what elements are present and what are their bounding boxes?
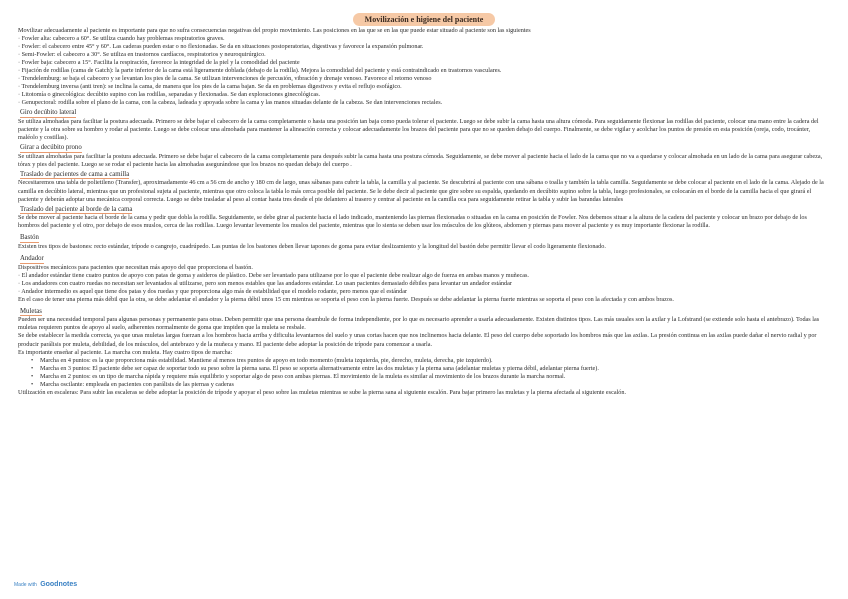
heading-andador: Andador <box>20 254 44 262</box>
andador-line: · Los andadores con cuatro ruedas no necesitan ser levantados al utilizarse, pero son menos estables que las andadores estándar. Lo usan pacientes demasiado débiles para levantar un andador estándar <box>18 279 512 287</box>
gait-item: • Marcha en 4 puntos: es la que proporciona más estabilidad. Mantiene al menos tres puntos de apoyo en todo momento (muleta izquierda, pie, derecho, muleta, derecha, pie izquierdo). <box>40 357 830 365</box>
traslado-camilla-text: Necesitaremos una tabla de polietileno (Transfer), aproximadamente 46 cm a 56 cm de ancho y 180 cm de largo, unas sábanas para cubrir la tabla, la camilla y al paciente. Se descubrirá al paciente con una sábana o toalla y también la tabla camilla. Seguidamente se debe colocar al paciente en el lado de la cama. Alejado de la camilla en decúbito lateral, mientras que un profesional sujeta al paciente, mientras que otro coloca la tabla lo más cerca posible del paciente. Se le debe decir al paciente que gire sobre su espalda, quedando en decúbito supino sobre la tabla, luego profesionales, se colocarán en el borde de la camilla hacia el que girará el paciente y deberán adoptar una mecánica corporal correcta. Luego se debe trasladar al peso al contar hasta tres desde el pie delantero al trasero y centrar al paciente en la camilla oca para seguidamente retirar la tabla y subir las barandas laterales <box>18 179 824 203</box>
position-item: · Fowler baja: cabecero a 15°. Facilita la respiración, favorece la integridad de la piel y la comodidad del paciente <box>18 59 300 67</box>
gait-item: • Marcha en 2 puntos: es un tipo de marcha rápida y requiere más equilibrio y soportar algo de peso con ambas piernas. El movimiento de la muleta es similar al movimiento de los brazos durante la marcha normal. <box>40 373 830 381</box>
position-item: · Trendelemburg: se baja el cabecero y se levantan los pies de la cama. Se utilizan intervenciones de percusión, vibración y drenaje venoso. Favorece el retorno venoso <box>18 75 432 83</box>
goodnotes-logo: Goodnotes <box>40 581 78 588</box>
giro-lateral-text: Se utiliza almohadas para facilitar la postura adecuada. Primero se debe bajar el cabecero de la cama completamente o hasta una posición tan baja como pueda tolerar el paciente. Luego se debe subir la cama hasta una altura cómoda. Para seguidamente flexionar las rodillas del paciente, colocar una mano entre la cadera del paciente y la otra sobre su hombro y rodar al paciente. Luego se debe colocar una almohada para mantener la alineación correcta y colocar adecuadamente los brazos del paciente para que no se queden debajo del cuerpo. Finalmente, se debe vigilar y acolchar los puntos de presión en esta posición (oreja, codo, trocánter, maléolo y costillas). <box>18 118 819 142</box>
heading-traslado-borde: Traslado del paciente al borde de la cama <box>20 205 133 213</box>
traslado-borde-text: Se debe mover al paciente hacia el borde de la cama y pedir que dobla la rodilla. Seguidamente, se debe girar al paciente hacia el lado indicado, manteniendo las piernas flexionadas o situadas en la cama en posición de Fowler. Nos debemos situar a la altura de la cadera del paciente y colocar un brazo por debajo de los hombros del paciente y el otro, por debajo de esos muslos, cerca de las rodillas. Luego levantar levemente los muslos del paciente, mientras que lo sienta se deben usar los músculos de los glúteos, abdomen y piernas para mover al paciente y es muy importante flexionar la rodilla. <box>18 214 807 230</box>
gait-list <box>18 357 830 389</box>
title-wrap <box>0 9 848 27</box>
heading-giro-lateral: Giro decúbito lateral <box>20 109 77 117</box>
position-item: · Trendelemburg inversa (anti tren): se inclina la cama, de manera que los pies de la cama bajan. Se da en problemas digestivos y evita el reflujo esofágico. <box>18 83 402 91</box>
heading-baston: Bastón <box>20 234 39 242</box>
made-with-label: Made with <box>14 582 37 588</box>
muletas-line: Es importante enseñar al paciente. La marcha con muleta. Hay cuatro tipos de marcha: <box>18 348 233 356</box>
positions-list <box>18 35 830 107</box>
muletas-line: Se debe establecer la medida correcta, ya que unas muletas largas fuerzan a los hombros hacia arriba y dificulta levantarnos del suelo y unas cortas hacen que nos inclinemos hacia delante. El peso del cuerpo debe soportado los hombros más que las axilas. La presión continua en las axilas puede dañar el nervio radial y por producir parálisis por muleta, debilidad, de los músculos, del antebrazo y de la muñeca y mano. El paciente debe adoptar la posición de trípode para comenzar a usarla. <box>18 332 817 348</box>
baston-text: Existen tres tipos de bastones: recto estándar, trípode o cangrejo, cuadrúpedo. Las puntas de los bastones deben llevar tapones de goma para evitar deslizamiento y la longitud del bastón debe permitir llevar el codo ligeramente flexionado. <box>18 242 606 250</box>
position-item: · Semi-Fowler: el cabecero a 30°. Se utiliza en trastornos cardíacos, respiratorios y neuroquirúrgico. <box>18 51 266 59</box>
position-item: · Fijación de rodillas (cama de Gatch): la parte inferior de la cama está ligeramente doblada (debajo de la rodilla). Mejora la comodidad del paciente y está contraindicado en trastornos vasculares. <box>18 67 502 75</box>
andador-line: Dispositivos mecánicos para pacientes que necesitan más apoyo del que proporciona el bastón. <box>18 263 253 271</box>
position-item: · Fowler alta: cabecero a 60°. Se utiliza cuando hay problemas respiratorios graves. <box>18 35 225 43</box>
position-item: · Fowler: el cabecero entre 45° y 60°. Las caderas pueden estar o no flexionadas. Se da en situaciones postoperatorias, digestivas y favorece la expansión pulmonar. <box>18 43 424 51</box>
muletas-closing: Utilización en escaleras: Para subir las escaleras se debe adoptar la posición de trípode y apoyar el peso sobre las muletas mientras se sube la pierna sana al siguiente escalón. Para bajar primero las muletas y la pierna afectada al siguiente escalón. <box>18 388 627 396</box>
muletas-line: Pueden ser una necesidad temporal para algunas personas y permanente para otras. Deben permitir que una persona deambule de forma independiente, por lo que es necesario aprender a usarla adecuadamente. Existen distintos tipos. Las más usuales son la axilar y la Lofstrand (se extiende solo hasta el antebrazo). Todas las muletas requieren puntos de apoyo al suelo, adherentes normalmente de goma que impiden que la muleta se resbale. <box>18 316 820 332</box>
goodnotes-footer <box>14 581 77 588</box>
heading-traslado-camilla: Traslado de pacientes de cama a camilla <box>20 170 130 178</box>
andador-line: En el caso de tener una pierna más débil que la otra, se debe adelantar el andador y la pierna débil unos 15 cm mientras se soporta el peso con la pierna fuerte. Después se debe adelantar la pierna fuerte mientras se soporta el peso con la afectada y con ambos brazos. <box>18 295 674 303</box>
note-content <box>18 27 830 397</box>
position-item: · Litotomía o ginecológica: decúbito supino con las rodillas, separadas y flexionadas. Se dan exploraciones ginecológicas. <box>18 91 321 99</box>
page-title: Movilización e higiene del paciente <box>353 13 496 26</box>
position-item: · Genupectoral: rodilla sobre el plano de la cama, con la cabeza, ladeada y apoyada sobre la cama y las manos situadas delante de la cabeza. Se dan intervenciones rectales. <box>18 99 443 107</box>
gait-item: • Marcha oscilante: empleada en pacientes con parálisis de las piernas y caderas <box>40 381 830 389</box>
heading-muletas: Muletas <box>20 307 42 315</box>
gait-item: • Marcha en 3 puntos: El paciente debe ser capaz de soportar todo su peso sobre la pierna sana. El peso se soporta alternativamente entre las dos muletas y la pierna sana (adelantar muletas y pierna débil, adelantar pierna fuerte). <box>40 365 830 373</box>
heading-giro-prono: Girar a decúbito prono <box>20 144 82 152</box>
andador-line: · Andador intermedio es aquel que tiene dos patas y dos ruedas y que proporciona algo más de estabilidad que el modelo rodante, pero menos que el estándar <box>18 287 408 295</box>
intro-text: Movilizar adecuadamente al paciente es importante para que no sufra consecuencias negativas del propio movimiento. Las posiciones en las que se en las que puede estar situado al paciente son las siguientes <box>18 27 531 34</box>
giro-prono-text: Se utilizan almohadas para facilitar la postura adecuada. Primero se debe bajar el cabecero de la cama completamente para después subir la cama hasta una postura cómoda. Seguidamente, se debe mover al paciente hacia el lado de la cama que no va a quedarse y colocar almohada en un lado de la cama para asegurar cabeza, tórax y pies del paciente. Luego se se rodar el paciente hacia las almohadas asegurándose que los brazos no quedan debajo del cuerpo . <box>18 152 823 168</box>
andador-line: · El andador estándar tiene cuatro puntos de apoyo con patas de goma y asideros de plástico. Debe ser levantado para utilizarse por lo que el paciente debe realizar algo de fuerza en ambas manos y muñecas. <box>18 271 529 279</box>
